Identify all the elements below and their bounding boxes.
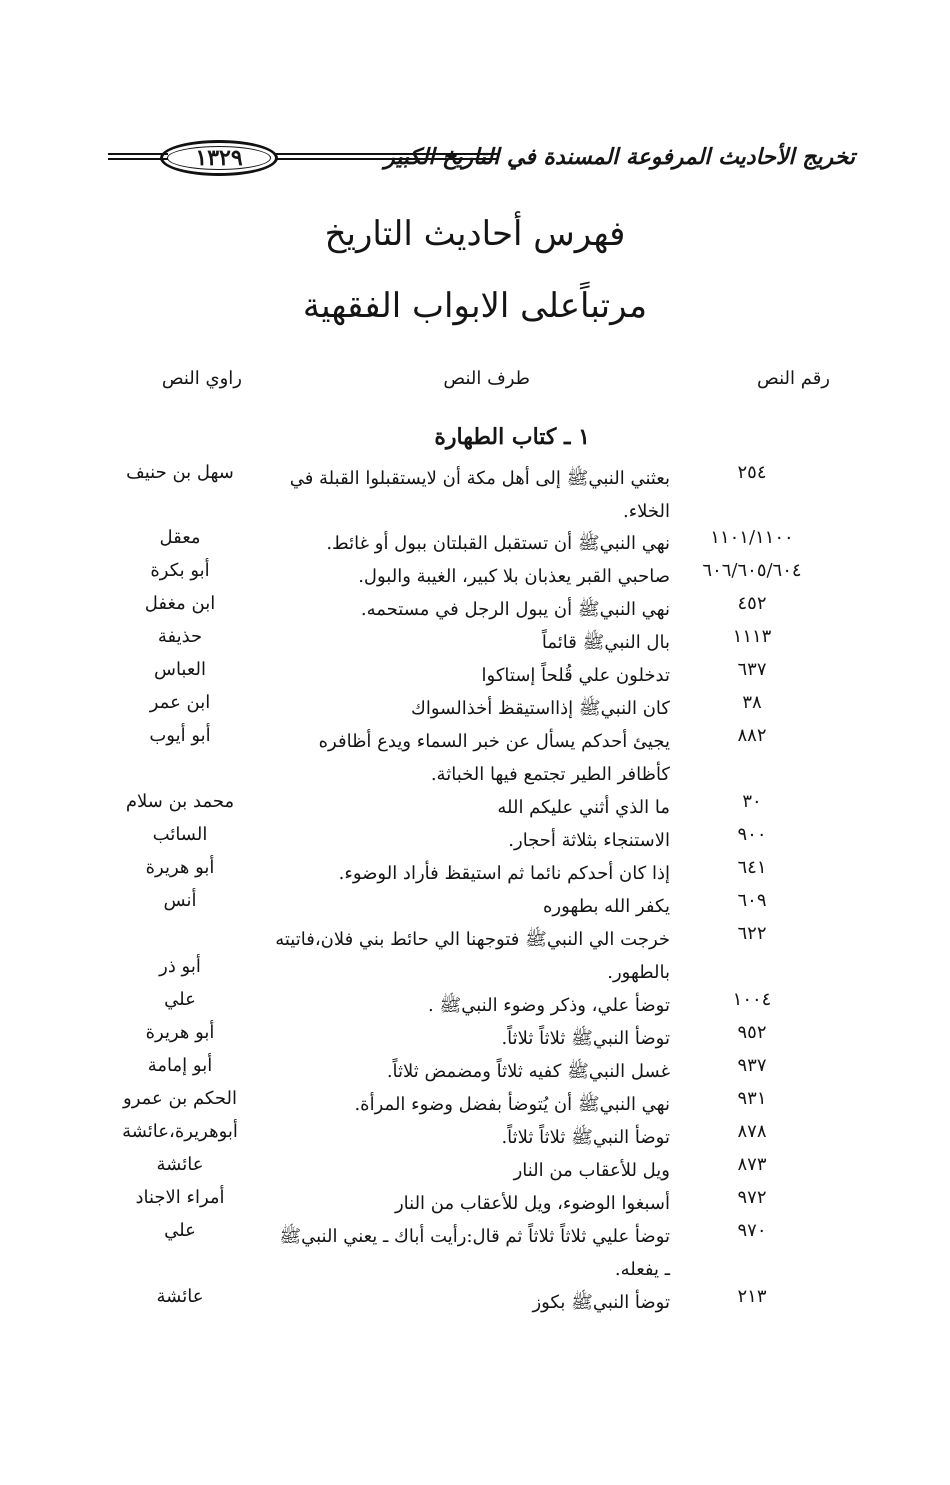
hadith-number: ٦٤١ xyxy=(737,857,767,878)
hadith-text: يكفر الله بطهوره xyxy=(542,896,670,917)
hadith-number: ٨٨٢ xyxy=(737,725,767,746)
hadith-index-table xyxy=(0,462,950,1319)
hadith-text: توضأ علي، وذكر وضوء النبيﷺ . xyxy=(428,995,670,1016)
hadith-number: ٦٠٦/٦٠٥/٦٠٤ xyxy=(702,560,802,581)
hadith-text: غسل النبيﷺ كفيه ثلاثاً ومضمض ثلاثاً. xyxy=(386,1061,670,1082)
hadith-narrator: محمد بن سلام xyxy=(125,791,235,812)
table-row xyxy=(0,462,950,527)
hadith-text: بعثني النبيﷺ إلى أهل مكة أن لايستقبلوا القبلة في الخلاء. xyxy=(289,468,670,522)
table-row xyxy=(0,626,950,659)
hadith-narrator: أبو بكرة xyxy=(150,560,210,581)
hadith-text: توضأ عليي ثلاثاً ثلاثاً ثم قال:رأيت أباك ـ يعني النبيﷺ ـ يفعله. xyxy=(279,1226,670,1280)
hadith-number: ٦٢٢ xyxy=(737,923,767,944)
hadith-text: توضأ النبيﷺ ثلاثاً ثلاثاً. xyxy=(501,1028,670,1049)
hadith-number: ١١٠١/١١٠٠ xyxy=(710,527,794,548)
hadith-narrator: علي xyxy=(164,1220,196,1241)
hadith-narrator: السائب xyxy=(152,824,208,845)
hadith-text: بال النبيﷺ قائماً xyxy=(541,632,670,653)
table-row xyxy=(0,923,950,989)
hadith-narrator: عائشة xyxy=(156,1154,204,1175)
hadith-text: صاحبي القبر يعذبان بلا كبير، الغيبة والبول. xyxy=(358,566,670,587)
page-number: ١٣٢٩ xyxy=(195,145,243,171)
hadith-number: ٦٠٩ xyxy=(737,890,767,911)
hadith-number: ٩٠٠ xyxy=(737,824,767,845)
hadith-narrator: أمراء الاجناد xyxy=(135,1187,225,1208)
hadith-number: ٢١٣ xyxy=(737,1286,767,1307)
table-row xyxy=(0,1088,950,1121)
hadith-number: ١٠٠٤ xyxy=(732,989,772,1010)
hadith-narrator: ابن مغفل xyxy=(144,593,216,614)
running-header xyxy=(100,138,855,184)
table-row xyxy=(0,1154,950,1187)
hadith-number: ٩٧٢ xyxy=(737,1187,767,1208)
table-row xyxy=(0,659,950,692)
hadith-number: ٨٧٣ xyxy=(737,1154,767,1175)
table-row xyxy=(0,593,950,626)
hadith-number: ٩٧٠ xyxy=(737,1220,767,1241)
column-header-number: رقم النص xyxy=(757,368,830,389)
hadith-narrator: أبو هريرة xyxy=(145,1022,215,1043)
table-row xyxy=(0,989,950,1022)
hadith-text: ما الذي أثني عليكم الله xyxy=(497,797,670,818)
hadith-text: ويل للأعقاب من النار xyxy=(513,1160,670,1181)
table-row xyxy=(0,791,950,824)
hadith-text: تدخلون علي قُلحاً إستاكوا xyxy=(481,665,670,686)
hadith-narrator: أبو إمامة xyxy=(147,1055,213,1076)
hadith-number: ٣٠ xyxy=(742,791,762,812)
table-row xyxy=(0,1220,950,1286)
hadith-number: ٦٣٧ xyxy=(737,659,767,680)
hadith-narrator: العباس xyxy=(153,659,207,680)
hadith-number: ٣٨ xyxy=(742,692,762,713)
table-row xyxy=(0,692,950,725)
header-rule-left xyxy=(108,153,168,160)
hadith-narrator: الحكم بن عمرو xyxy=(123,1088,237,1109)
hadith-text: نهي النبيﷺ أن يبول الرجل في مستحمه. xyxy=(360,599,670,620)
table-row xyxy=(0,1022,950,1055)
hadith-narrator: حذيفة xyxy=(157,626,203,647)
section-title: ١ ـ كتاب الطهارة xyxy=(434,424,590,450)
hadith-number: ٢٥٤ xyxy=(737,462,767,483)
table-row xyxy=(0,824,950,857)
table-row xyxy=(0,1286,950,1319)
hadith-narrator: ابن عمر xyxy=(149,692,211,713)
column-header-narrator: راوي النص xyxy=(161,368,242,389)
hadith-number: ٤٥٢ xyxy=(737,593,767,614)
hadith-text: نهي النبيﷺ أن تستقبل القبلتان ببول أو غائط. xyxy=(326,533,670,554)
hadith-number: ٩٣١ xyxy=(737,1088,767,1109)
hadith-narrator: معقل xyxy=(159,527,201,548)
index-subtitle: مرتباًعلى الابواب الفقهية xyxy=(302,286,648,326)
table-row xyxy=(0,725,950,791)
hadith-number: ١١١٣ xyxy=(732,626,772,647)
hadith-text: إذا كان أحدكم نائما ثم استيقظ فأراد الوضوء. xyxy=(338,863,670,884)
page-number-cartouche xyxy=(160,140,278,176)
table-row xyxy=(0,890,950,923)
index-title: فهرس أحاديث التاريخ xyxy=(324,214,626,254)
hadith-narrator: أبو أيوب xyxy=(149,725,211,746)
hadith-narrator: عائشة xyxy=(156,1286,204,1307)
hadith-narrator: سهل بن حنيف xyxy=(126,462,234,483)
hadith-narrator: علي xyxy=(164,989,196,1010)
table-row xyxy=(0,527,950,560)
hadith-number: ٩٣٧ xyxy=(737,1055,767,1076)
table-row xyxy=(0,1187,950,1220)
hadith-narrator: أبو ذر xyxy=(159,956,201,977)
hadith-text: نهي النبيﷺ أن يُتوضأ بفضل وضوء المرأة. xyxy=(354,1094,670,1115)
running-title: تخريج الأحاديث المرفوعة المسندة في التاريخ الكبير xyxy=(384,144,855,170)
hadith-text: توضأ النبيﷺ بكوز xyxy=(532,1292,670,1313)
hadith-narrator: أنس xyxy=(163,890,197,911)
table-row xyxy=(0,1121,950,1154)
hadith-text: توضأ النبيﷺ ثلاثاً ثلاثاً. xyxy=(501,1127,670,1148)
hadith-number: ٩٥٢ xyxy=(737,1022,767,1043)
hadith-narrator: أبو هريرة xyxy=(145,857,215,878)
table-row xyxy=(0,560,950,593)
table-row xyxy=(0,1055,950,1088)
column-header-text: طرف النص xyxy=(443,368,530,389)
hadith-number: ٨٧٨ xyxy=(737,1121,767,1142)
hadith-text: أسبغوا الوضوء، ويل للأعقاب من النار xyxy=(394,1193,670,1214)
hadith-text: كان النبيﷺ إذااستيقظ أخذالسواك xyxy=(411,698,670,719)
hadith-text: الاستنجاء بثلاثة أحجار. xyxy=(508,830,670,851)
table-row xyxy=(0,857,950,890)
hadith-narrator: أبوهريرة،عائشة xyxy=(122,1121,238,1142)
hadith-text: يجيئ أحدكم يسأل عن خبر السماء ويدع أظافره كأظافر الطير تجتمع فيها الخباثة. xyxy=(318,731,670,785)
hadith-text: خرجت الي النبيﷺ فتوجهنا الي حائط بني فلان،فاتيته بالطهور. xyxy=(275,929,670,983)
